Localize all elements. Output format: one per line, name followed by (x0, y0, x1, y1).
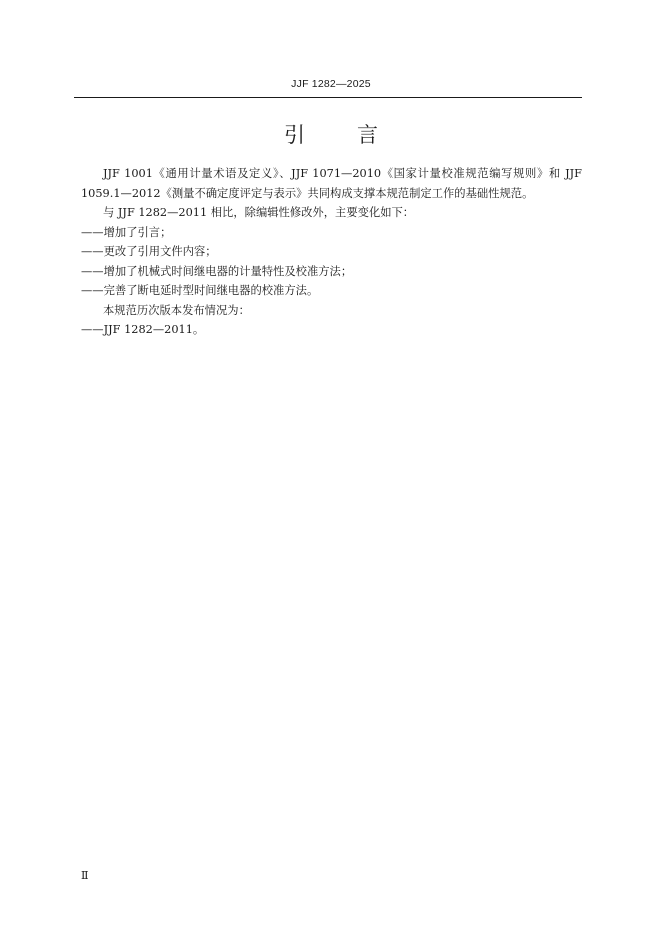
paragraph-history-intro: 本规范历次版本发布情况为： (103, 303, 250, 317)
body-text (81, 164, 582, 340)
paragraph-changes-intro: 与 JJF 1282—2011 相比，除编辑性修改外，主要变化如下： (103, 206, 415, 219)
running-header: JJF 1282—2025 (291, 78, 371, 90)
header-rule (74, 97, 582, 98)
change-item: ——增加了引言； (81, 225, 172, 239)
page-title: 引言 (284, 123, 430, 147)
change-item: ——更改了引用文件内容； (81, 245, 217, 258)
paragraph-normative-references: JJF 1001《通用计量术语及定义》、JJF 1071—2010《国家计量校准规范编写规则》和 JJF 1059.1—2012《测量不确定度评定与表示》共同构成支撑本规范制定工作的基础性规范。 (81, 167, 582, 200)
history-item: ——JJF 1282—2011。 (81, 323, 205, 336)
change-item: ——完善了断电延时型时间继电器的校准方法。 (81, 284, 319, 297)
page-number: Ⅱ (81, 869, 89, 882)
change-item: ——增加了机械式时间继电器的计量特性及校准方法； (81, 264, 353, 278)
